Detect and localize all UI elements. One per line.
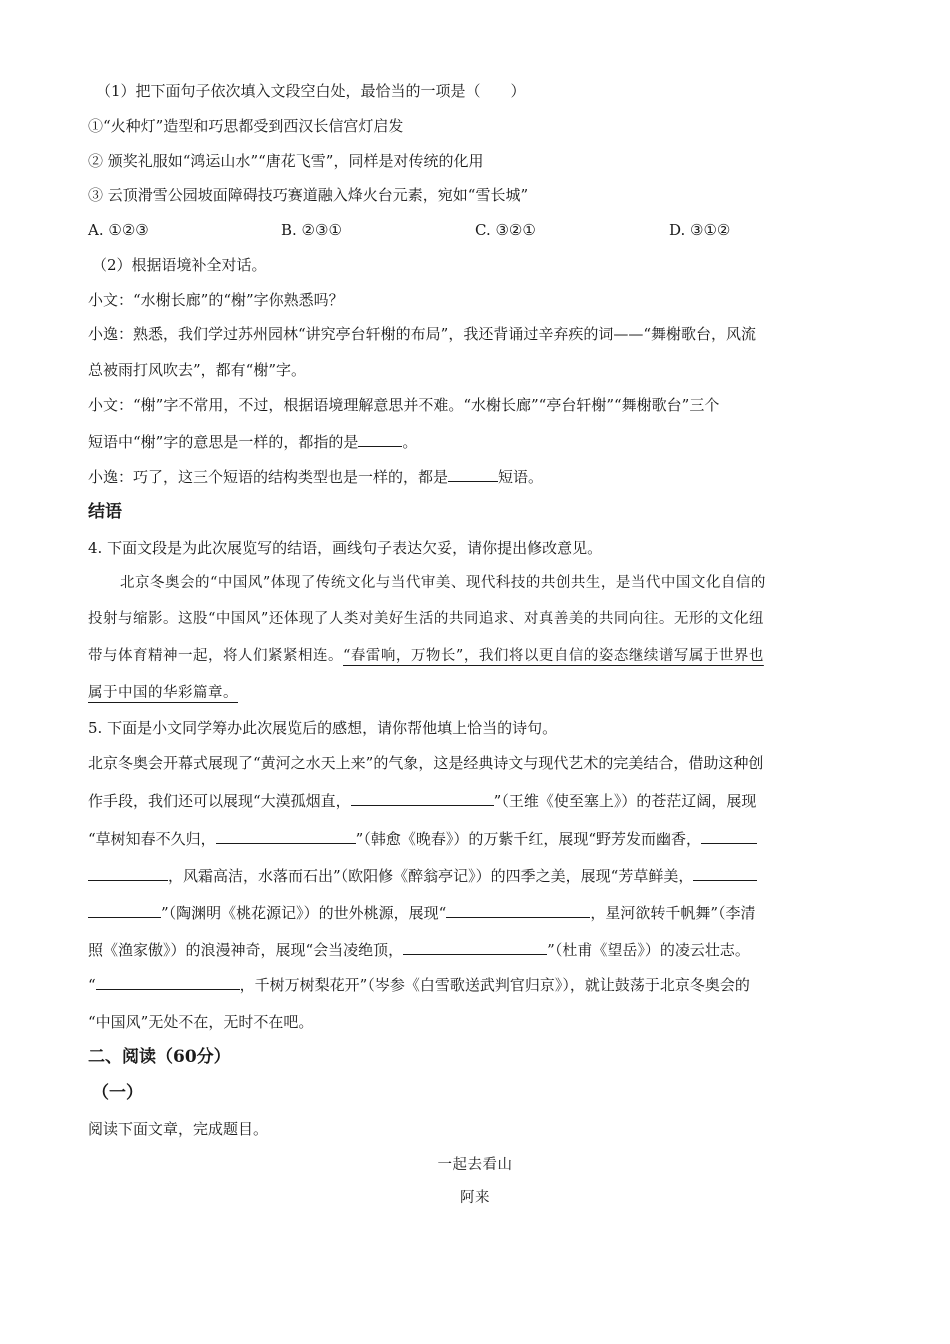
poem-blank-6[interactable] [403, 939, 547, 955]
dialogue-line-3b-end: 。 [402, 433, 418, 451]
q5-line-7-text-a: “ [88, 976, 96, 994]
q4-stem: 4. 下面文段是为此次展览写的结语，画线句子表达欠妥，请你提出修改意见。 [88, 539, 603, 557]
underlined-sentence-part-2: 属于中国的华彩篇章。 [88, 685, 238, 701]
q5-line-3-text-b: ”（韩愈《晚春》）的万紫千红，展现“野芳发而幽香， [355, 830, 702, 848]
q5-line-2-text-b: ”（王维《使至塞上》）的苍茫辽阔，展现 [493, 792, 757, 810]
q3-2-stem: （2）根据语境补全对话。 [92, 256, 267, 274]
poem-blank-5[interactable] [446, 902, 590, 918]
q3-1-sentence-1: ①“火种灯”造型和巧思都受到西汉长信宫灯启发 [88, 117, 404, 135]
q4-passage-line-3 [88, 645, 764, 667]
q3-1-sentence-3: ③ 云顶滑雪公园坡面障碍技巧赛道融入烽火台元素，宛如“雪长城” [88, 186, 529, 204]
q5-line-3-text-a: “草树知春不久归， [88, 830, 216, 848]
q4-passage-line-3-text: 带与体育精神一起，将人们紧紧相连。 [88, 648, 343, 664]
q5-line-4-text: ，风霜高洁，水落而石出”（欧阳修《醉翁亭记》）的四季之美，展现“芳草鲜美， [168, 867, 694, 885]
poem-blank-4a[interactable] [693, 865, 757, 881]
q3-1-stem: （1）把下面句子依次填入文段空白处，最恰当的一项是（ ） [96, 82, 526, 100]
dialogue-line-1: 小文：“水榭长廊”的“榭”字你熟悉吗？ [88, 291, 344, 309]
q4-passage-line-2: 投射与缩影。这股“中国风”还体现了人类对美好生活的共同追求、对真善美的共同向往。无形的文化纽 [88, 611, 764, 627]
part-2-title: 二、阅读（60分） [88, 1047, 231, 1067]
dialogue-line-2b: 总被雨打风吹去”，都有“榭”字。 [88, 361, 307, 379]
poem-blank-1[interactable] [351, 790, 494, 806]
option-b[interactable]: B. ②③① [281, 221, 342, 239]
poem-blank-4b[interactable] [88, 902, 161, 918]
q5-line-5 [88, 902, 756, 924]
q5-line-7 [88, 974, 750, 996]
article-title: 一起去看山 [437, 1157, 513, 1173]
underlined-sentence-part-1: “春雷响，万物长”，我们将以更自信的姿态继续谱写属于世界也 [343, 648, 764, 664]
dialogue-line-4-text: 小逸：巧了，这三个短语的结构类型也是一样的，都是 [88, 468, 449, 486]
poem-blank-3a[interactable] [701, 828, 757, 844]
q5-line-5-text-a: ”（陶渊明《桃花源记》）的世外桃源，展现“ [161, 904, 447, 922]
q3-1-sentence-2: ② 颁奖礼服如“鸿运山水”“唐花飞雪”，同样是对传统的化用 [88, 152, 484, 170]
q5-line-7-text-b: ，千树万树梨花开”（岑参《白雪歌送武判官归京》），就让鼓荡于北京冬奥会的 [239, 976, 750, 994]
q5-line-2-text-a: 作手段，我们还可以展现“大漠孤烟直， [88, 792, 351, 810]
dialogue-line-4 [88, 466, 543, 488]
option-c[interactable]: C. ③②① [475, 221, 536, 239]
q5-line-1: 北京冬奥会开幕式展现了“黄河之水天上来”的气象，这是经典诗文与现代艺术的完美结合，借助这种创 [88, 754, 764, 772]
q5-line-5-text-b: ，星河欲转千帆舞”（李清 [590, 904, 756, 922]
dialogue-line-3b-text: 短语中“榭”字的意思是一样的，都指的是 [88, 433, 359, 451]
answer-blank-structure[interactable] [448, 466, 498, 482]
poem-blank-2[interactable] [216, 828, 356, 844]
dialogue-line-2a: 小逸：熟悉，我们学过苏州园林“讲究亭台轩榭的布局”，我还背诵过辛弃疾的词——“舞榭歌台，风流 [88, 325, 757, 343]
dialogue-line-3b [88, 431, 417, 453]
dialogue-line-3a: 小文：“榭”字不常用，不过，根据语境理解意思并不难。“水榭长廊”“亭台轩榭”“舞榭歌台”三个 [88, 396, 720, 414]
q5-line-6 [88, 939, 750, 961]
option-a[interactable]: A. ①②③ [88, 221, 149, 239]
q5-line-2 [88, 790, 756, 812]
q5-line-6-text-a: 照《渔家傲》）的浪漫神奇，展现“会当凌绝顶， [88, 941, 404, 959]
q5-line-4 [88, 865, 757, 887]
part-2-subtitle: （一） [92, 1083, 143, 1103]
q5-stem: 5. 下面是小文同学筹办此次展览后的感想，请你帮他填上恰当的诗句。 [88, 719, 558, 737]
q5-line-3 [88, 828, 757, 850]
q5-line-8: “中国风”无处不在，无时不在吧。 [88, 1013, 314, 1031]
part-2-instruction: 阅读下面文章，完成题目。 [88, 1120, 269, 1138]
poem-blank-7[interactable] [96, 974, 240, 990]
dialogue-line-4-end: 短语。 [498, 468, 544, 486]
q4-passage-line-1: 北京冬奥会的“中国风”体现了传统文化与当代审美、现代科技的共创共生，是当代中国文化自信的 [120, 575, 766, 591]
article-author: 阿来 [460, 1190, 490, 1206]
option-d[interactable]: D. ③①② [669, 221, 731, 239]
q4-passage-line-4 [88, 682, 238, 704]
section-title-conclusion: 结语 [88, 502, 122, 522]
q5-line-6-text-b: ”（杜甫《望岳》）的凌云壮志。 [547, 941, 750, 959]
poem-blank-3b[interactable] [88, 865, 168, 881]
answer-blank-meaning[interactable] [358, 431, 402, 447]
